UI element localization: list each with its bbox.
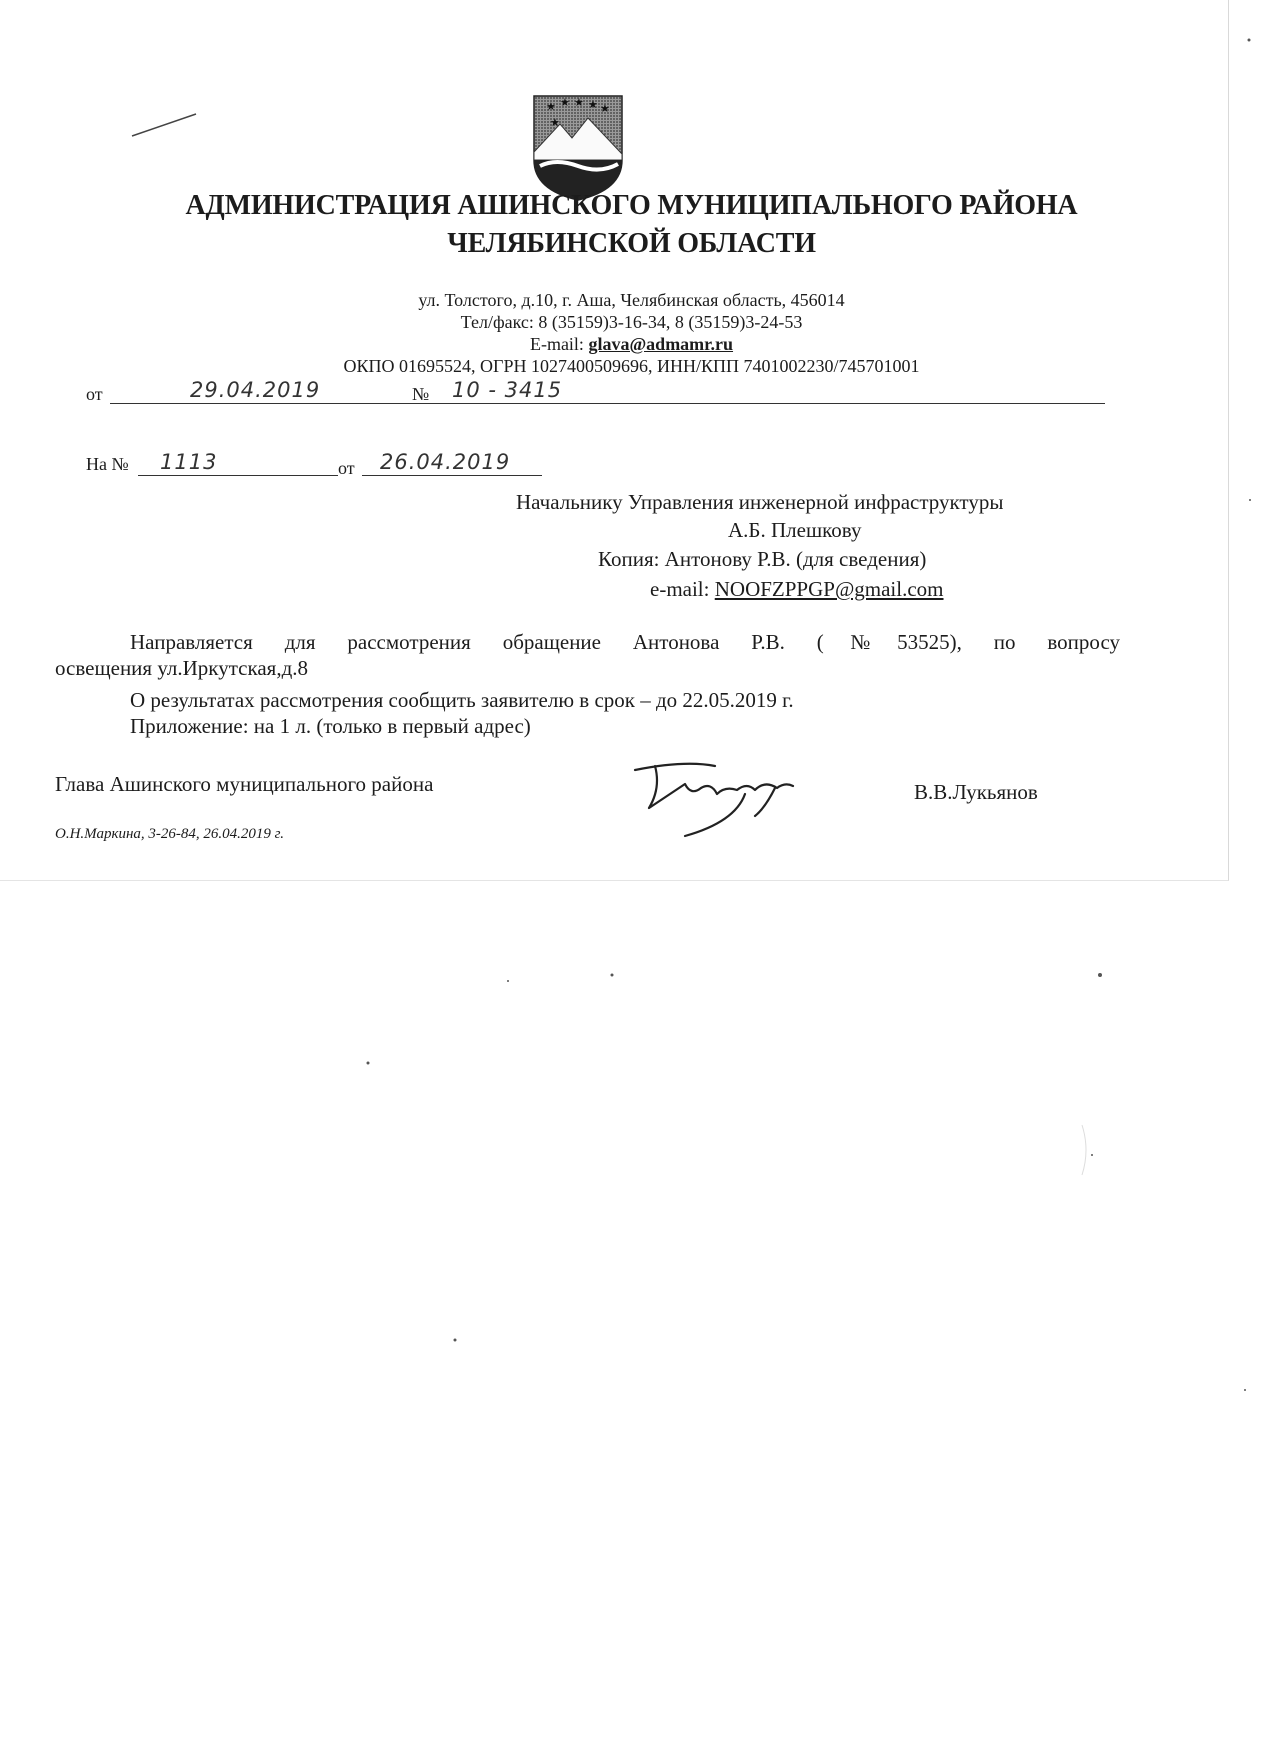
- handwritten-ref-number: 1113: [160, 450, 218, 474]
- handwritten-ref-date: 26.04.2019: [380, 450, 511, 474]
- svg-text:★: ★: [588, 98, 598, 111]
- ref-from-label: от: [338, 458, 355, 478]
- document-title-line2: ЧЕЛЯБИНСКОЙ ОБЛАСТИ: [447, 228, 816, 259]
- svg-text:★: ★: [550, 116, 560, 129]
- from-label: от: [86, 384, 103, 404]
- handwritten-number: 10 - 3415: [452, 378, 563, 402]
- signatory-position: Глава Ашинского муниципального района: [55, 772, 434, 796]
- ref-label: На №: [86, 454, 129, 474]
- recipient-name: А.Б. Плешкову: [728, 518, 862, 542]
- email-label: E-mail:: [529, 334, 584, 354]
- svg-text:★: ★: [560, 96, 570, 109]
- executor-info: О.Н.Маркина, 3-26-84, 26.04.2019 г.: [55, 826, 285, 842]
- body-paragraph1-line2: освещения ул.Иркутская,д.8: [55, 656, 309, 680]
- svg-text:★: ★: [574, 96, 584, 109]
- svg-text:★: ★: [546, 100, 556, 113]
- svg-text:★: ★: [600, 102, 610, 115]
- copy-recipient: Копия: Антонову Р.В. (для сведения): [598, 547, 927, 571]
- body-paragraph2: О результатах рассмотрения сообщить заявителю в срок – до 22.05.2019 г.: [130, 688, 794, 712]
- org-email-link[interactable]: glava@admamr.ru: [588, 334, 734, 354]
- handwritten-date: 29.04.2019: [190, 378, 321, 402]
- org-address: ул. Толстого, д.10, г. Аша, Челябинская область, 456014: [418, 290, 845, 310]
- org-codes: ОКПО 01695524, ОГРН 1027400509696, ИНН/КПП 7401002230/745701001: [343, 356, 920, 376]
- recipient-email-label: e-mail:: [650, 577, 710, 601]
- recipient-email-link[interactable]: NOOFZPPGP@gmail.com: [714, 577, 944, 601]
- body-paragraph3: Приложение: на 1 л. (только в первый адрес): [130, 714, 531, 738]
- body-paragraph1-line1: Направляется для рассмотрения обращение Антонова Р.В. (№53525), по вопросу: [130, 630, 1120, 654]
- number-label: №: [412, 384, 430, 404]
- signatory-name: В.В.Лукьянов: [914, 780, 1038, 804]
- document-title-line1: АДМИНИСТРАЦИЯ АШИНСКОГО МУНИЦИПАЛЬНОГО РАЙОНА: [185, 190, 1078, 221]
- recipient-line1: Начальнику Управления инженерной инфраструктуры: [516, 490, 1004, 514]
- org-phone: Тел/факс: 8 (35159)3-16-34, 8 (35159)3-24-53: [460, 312, 803, 332]
